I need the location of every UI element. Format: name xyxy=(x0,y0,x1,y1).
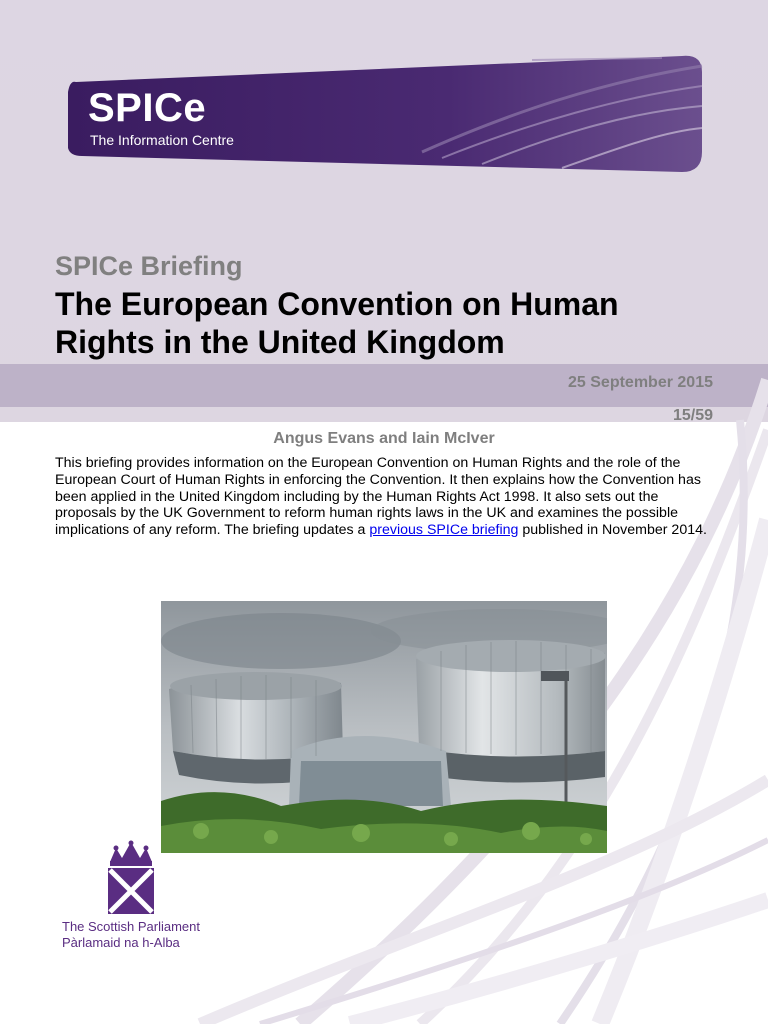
court-building-photo xyxy=(161,601,607,853)
briefing-title xyxy=(55,285,735,361)
parliament-name xyxy=(62,919,200,951)
abstract-text: This briefing provides information on the European Convention on Human Rights and the role of the European Court of Human Rights in enforcing the Convention. It then explains how the Convention has been applied in the United Kingdom including by the Human Rights Act 1998. It also sets out the proposals by the UK Government to reform human rights laws in the UK and examines the possible implications of any reform. The briefing updates a xyxy=(55,455,701,539)
abstract-text-end: published in November 2014. xyxy=(518,522,707,539)
parliament-name-en: The Scottish Parliament xyxy=(62,919,201,934)
spice-logo-subtitle: The Information Centre xyxy=(90,132,234,148)
briefing-kicker: SPICe Briefing xyxy=(55,251,243,281)
title-line-1: The European Convention on Human xyxy=(55,286,619,322)
authors: Angus Evans and Iain McIver xyxy=(273,430,495,447)
spice-logo-title: SPICe xyxy=(88,86,207,130)
title-line-2: Rights in the United Kingdom xyxy=(55,324,505,360)
page-number: 15/59 xyxy=(672,407,713,424)
parliament-name-gd: Pàrlamaid na h-Alba xyxy=(62,935,180,950)
previous-briefing-link[interactable]: previous SPICe briefing xyxy=(369,522,519,539)
abstract xyxy=(55,455,720,539)
scottish-parliament-logo xyxy=(104,840,158,918)
briefing-date: 25 September 2015 xyxy=(568,374,713,391)
